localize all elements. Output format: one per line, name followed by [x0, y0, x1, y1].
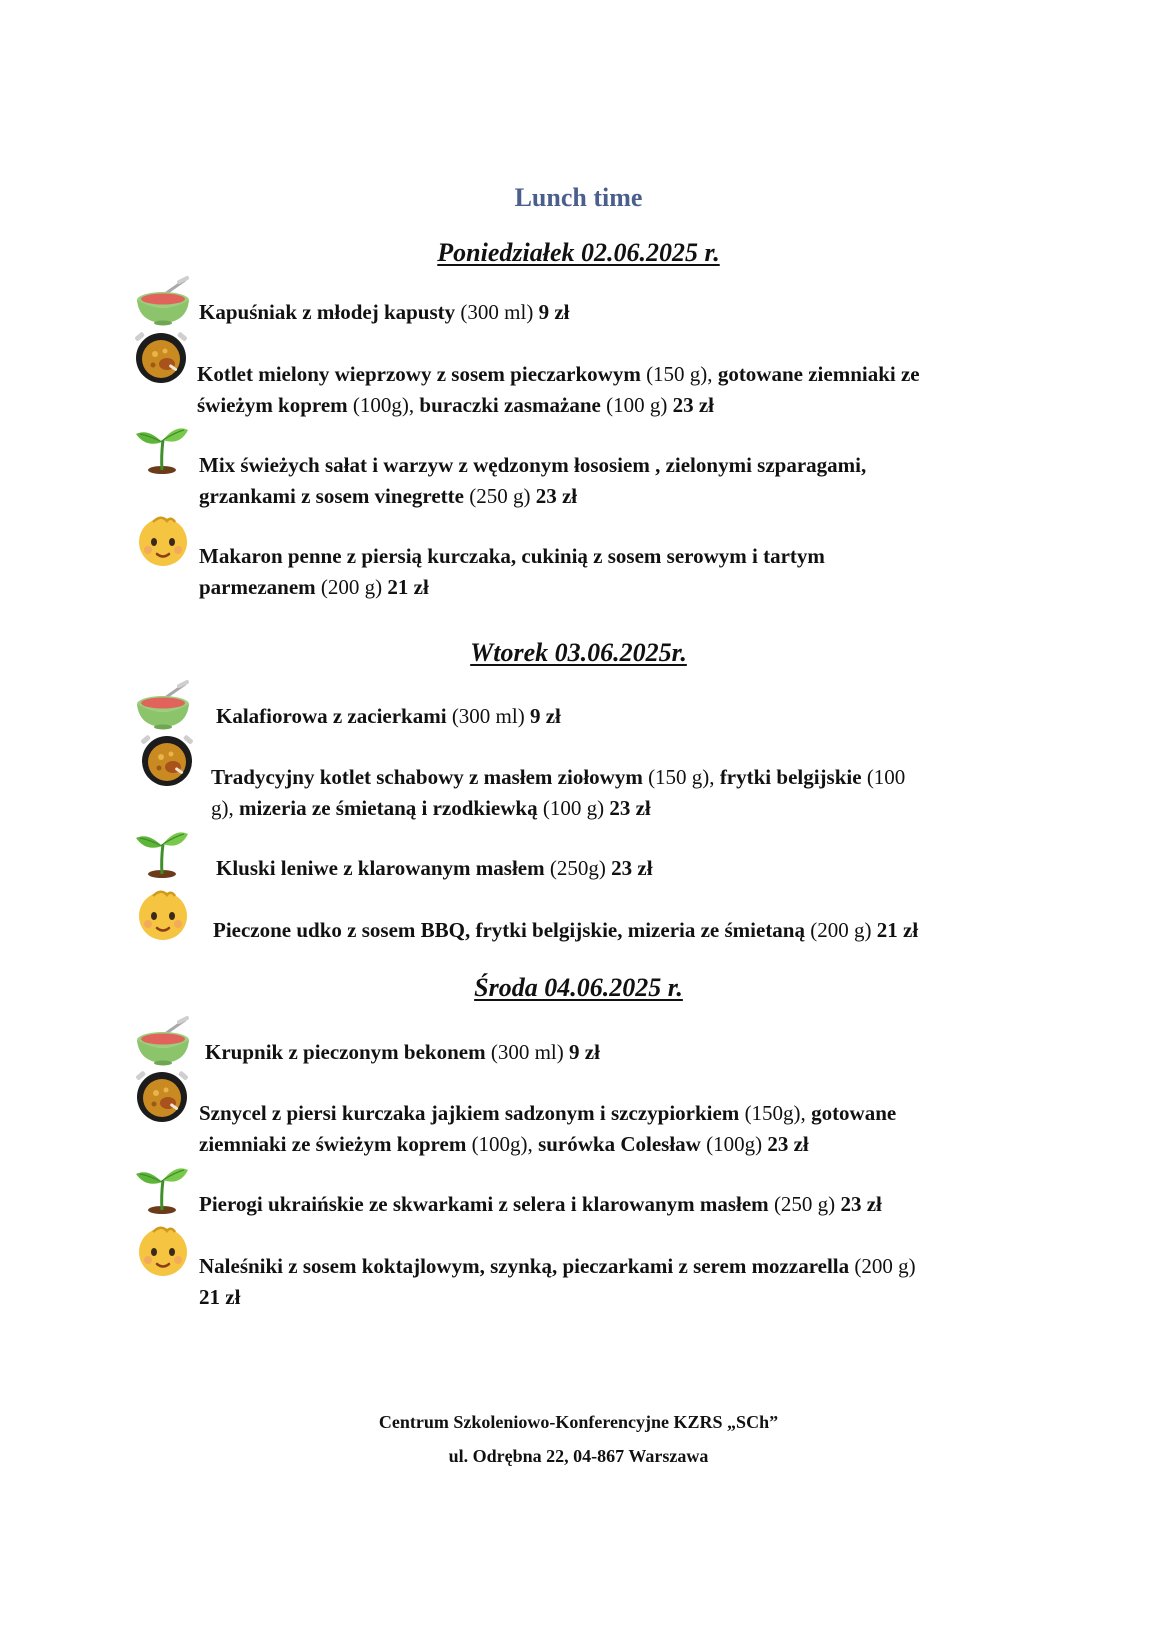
dish-vege-wednesday: Pierogi ukraińskie ze skwarkami z selera i klarowanym masłem (250 g) 23 zł — [199, 1192, 882, 1216]
footer-company: Centrum Szkoleniowo-Konferencyjne KZRS „SCh” — [378, 1412, 779, 1432]
dish-soup-wednesday: Krupnik z pieczonym bekonem (300 ml) 9 zł — [205, 1040, 600, 1064]
baby-icon — [135, 886, 191, 942]
day-heading-monday: Poniedziałek 02.06.2025 r. — [437, 238, 720, 267]
seedling-icon — [134, 420, 190, 476]
baby-icon — [135, 1222, 191, 1278]
day-heading-tuesday: Wtorek 03.06.2025r. — [470, 638, 687, 667]
dish-soup-tuesday: Kalafiorowa z zacierkami (300 ml) 9 zł — [216, 704, 561, 728]
dish-kids-monday: Makaron penne z piersią kurczaka, cukinią z sosem serowym i tartym parmezanem (200 g) 21 zł — [199, 544, 825, 599]
dish-soup-monday: Kapuśniak z młodej kapusty (300 ml) 9 zł — [199, 300, 570, 324]
soup-icon — [135, 1016, 191, 1072]
dish-main-wednesday: Sznycel z piersi kurczaka jajkiem sadzonym i szczypiorkiem (150g), gotowane ziemniaki ze świeżym koprem (100g), surówka Colesław (100g) 23 zł — [199, 1101, 897, 1156]
seedling-icon — [134, 824, 190, 880]
soup-icon — [135, 680, 191, 736]
dish-vege-monday: Mix świeżych sałat i warzyw z wędzonym łososiem , zielonymi szparagami, grzankami z sosem vinegrette (250 g) 23 zł — [199, 453, 867, 508]
baby-icon — [135, 512, 191, 568]
pan-icon — [139, 733, 195, 789]
dish-main-monday: Kotlet mielony wieprzowy z sosem pieczarkowym (150 g), gotowane ziemniaki ze świeżym koprem (100g), buraczki zasmażane (100 g) 23 zł — [197, 362, 920, 417]
pan-icon — [134, 1069, 190, 1125]
soup-icon — [135, 276, 191, 332]
dish-vege-tuesday: Kluski leniwe z klarowanym masłem (250g) 23 zł — [216, 856, 653, 880]
day-heading-wednesday: Środa 04.06.2025 r. — [474, 973, 683, 1002]
seedling-icon — [134, 1160, 190, 1216]
dish-kids-wednesday: Naleśniki z sosem koktajlowym, szynką, pieczarkami z serem mozzarella (200 g) 21 zł — [199, 1254, 916, 1309]
footer-address: ul. Odrębna 22, 04-867 Warszawa — [448, 1446, 709, 1466]
page-title: Lunch time — [514, 183, 643, 212]
pan-icon — [133, 330, 189, 386]
dish-kids-tuesday: Pieczone udko z sosem BBQ, frytki belgijskie, mizeria ze śmietaną (200 g) 21 zł — [213, 918, 919, 942]
dish-main-tuesday: Tradycyjny kotlet schabowy z masłem ziołowym (150 g), frytki belgijskie (100 g), mizeria ze śmietaną i rzodkiewką (100 g) 23 zł — [211, 765, 906, 820]
